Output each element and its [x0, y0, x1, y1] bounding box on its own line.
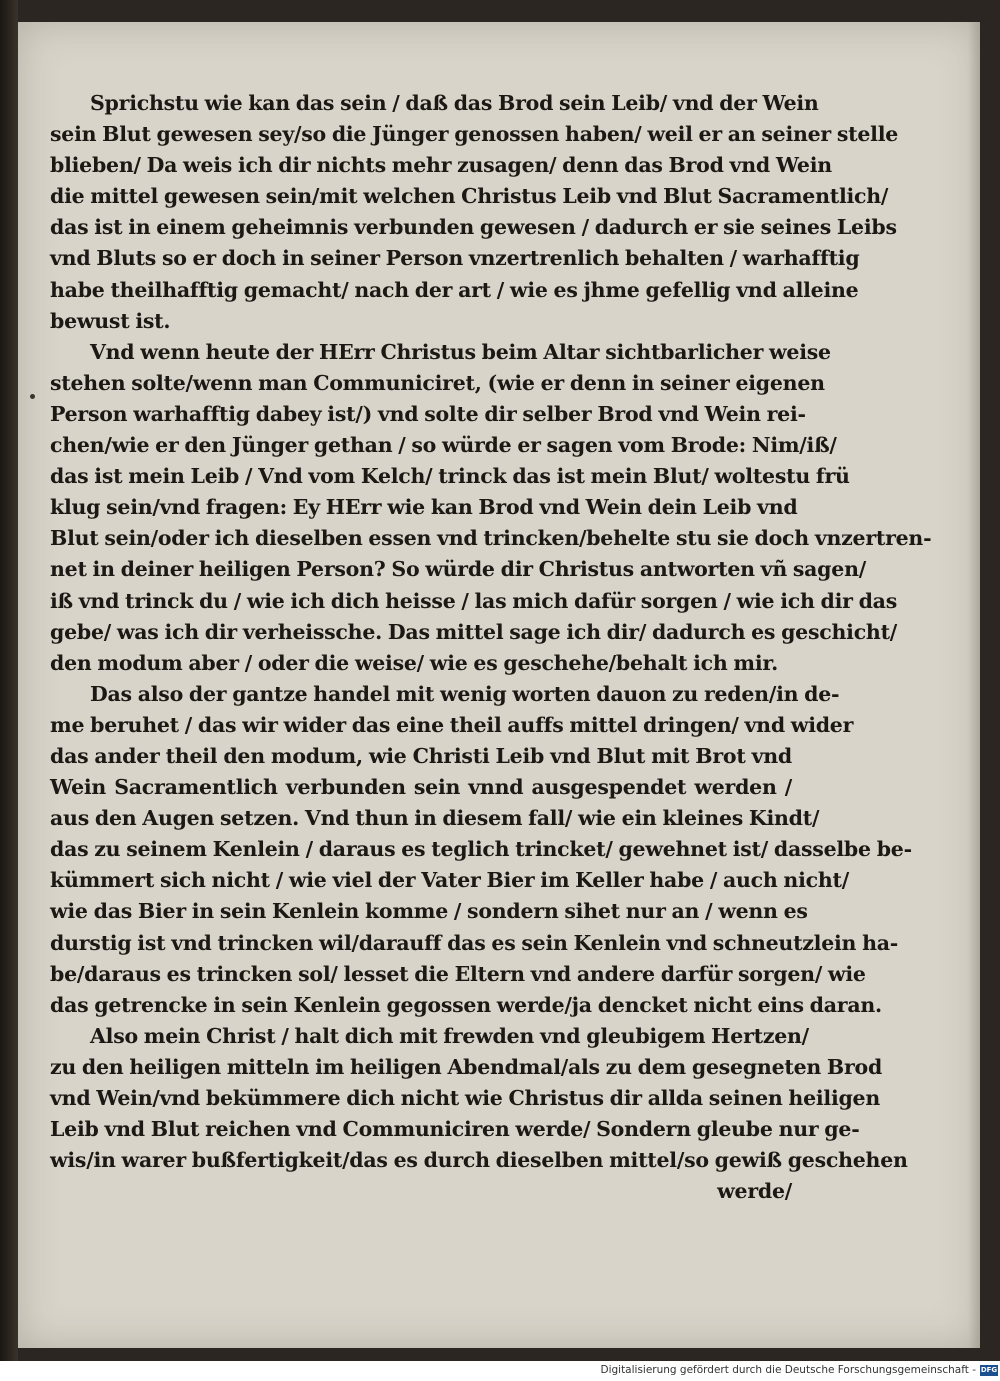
margin-mark [30, 394, 35, 399]
text-line: aus den Augen setzen. Vnd thun in diesem fall/ wie ein kleines Kindt/ [50, 806, 820, 831]
text-line: zu den heiligen mitteln im heiligen Abendmal/als zu dem gesegneten Brod [50, 1054, 883, 1079]
text-line: habe theilhafftig gemacht/ nach der art / wie es jhme gefellig vnd alleine [50, 277, 859, 302]
text-line: Sprichstu wie kan das sein / daß das Brod sein Leib/ vnd der Wein [90, 91, 819, 115]
text-line: das ist mein Leib / Vnd vom Kelch/ trinck das ist mein Blut/ woltestu frü [50, 464, 850, 489]
page-left-edge [0, 0, 18, 1361]
text-line: iß vnd trinck du / wie ich dich heisse / las mich dafür sorgen / wie ich dir das [50, 588, 897, 613]
text-line: das ander theil den modum, wie Christi Leib vnd Blut mit Brot vnd [50, 743, 792, 768]
text-line: Leib vnd Blut reichen vnd Communiciren werde/ Sondern gleube nur ge- [50, 1117, 860, 1142]
funding-notice: Digitalisierung gefördert durch die Deutsche Forschungsgemeinschaft - [600, 1364, 976, 1376]
text-line: die mittel gewesen sein/mit welchen Christus Leib vnd Blut Sacramentlich/ [50, 184, 889, 209]
text-line: Person warhafftig dabey ist/) vnd solte dir selber Brod vnd Wein rei- [50, 401, 806, 426]
text-line: me beruhet / das wir wider das eine theil auffs mittel dringen/ vnd wider [50, 712, 854, 737]
text-line: wis/in warer bußfertigkeit/das es durch dieselben mittel/so gewiß geschehen [50, 1148, 908, 1173]
text-line: das ist in einem geheimnis verbunden gewesen / dadurch er sie seines Leibs [50, 215, 897, 240]
page-text [50, 88, 932, 1207]
text-line: bewust ist. [50, 308, 171, 333]
text-line: vnd Wein/vnd bekümmere dich nicht wie Christus dir allda seinen heiligen [50, 1086, 881, 1110]
text-line: das getrencke in sein Kenlein gegossen werde/ja dencket nicht eins daran. [50, 992, 882, 1017]
text-line: klug sein/vnd fragen: Ey HErr wie kan Brod vnd Wein dein Leib vnd [50, 495, 798, 520]
text-line: Also mein Christ / halt dich mit frewden vnd gleubigem Hertzen/ [90, 1023, 809, 1048]
book-page [18, 22, 980, 1348]
text-line: werde/ [717, 1179, 792, 1204]
text-line: den modum aber / oder die weise/ wie es geschehe/behalt ich mir. [50, 650, 778, 675]
text-line: das zu seinem Kenlein / daraus es teglich trincket/ gewehnet ist/ dasselbe be- [50, 837, 912, 862]
text-line: durstig ist vnd trincken wil/darauff das es sein Kenlein vnd schneutzlein ha- [50, 930, 899, 955]
text-line: Das also der gantze handel mit wenig worten dauon zu reden/in de- [90, 681, 840, 706]
text-line: sein Blut gewesen sey/so die Jünger genossen haben/ weil er an seiner stelle [50, 122, 899, 147]
text-line: be/daraus es trincken sol/ lesset die Eltern vnd andere darfür sorgen/ wie [50, 961, 866, 986]
text-line: chen/wie er den Jünger gethan / so würde er sagen vom Brode: Nim/iß/ [50, 433, 837, 458]
text-line: stehen solte/wenn man Communiciret, (wie er denn in seiner eigenen [50, 370, 825, 395]
text-line: kümmert sich nicht / wie viel der Vater Bier im Keller habe / auch nicht/ [50, 868, 849, 893]
text-line: net in deiner heiligen Person? So würde dir Christus antworten vñ sagen/ [50, 557, 866, 582]
text-line: Vnd wenn heute der HErr Christus beim Altar sichtbarlicher weise [90, 339, 831, 364]
footer-bar [0, 1361, 1000, 1381]
text-line: Blut sein/oder ich dieselben essen vnd trincken/behelte stu sie doch vnzertren- [50, 526, 932, 551]
text-line: Wein Sacramentlich verbunden sein vnnd ausgespendet werden / [50, 775, 792, 800]
text-line: blieben/ Da weis ich dir nichts mehr zusagen/ denn das Brod vnd Wein [50, 153, 832, 178]
text-line: vnd Bluts so er doch in seiner Person vnzertrenlich behalten / warhafftig [50, 246, 860, 271]
text-line: gebe/ was ich dir verheissche. Das mittel sage ich dir/ dadurch es geschicht/ [50, 619, 898, 644]
dfg-logo-icon: DFG [980, 1366, 998, 1374]
text-line: wie das Bier in sein Kenlein komme / sondern sihet nur an / wenn es [50, 899, 808, 924]
